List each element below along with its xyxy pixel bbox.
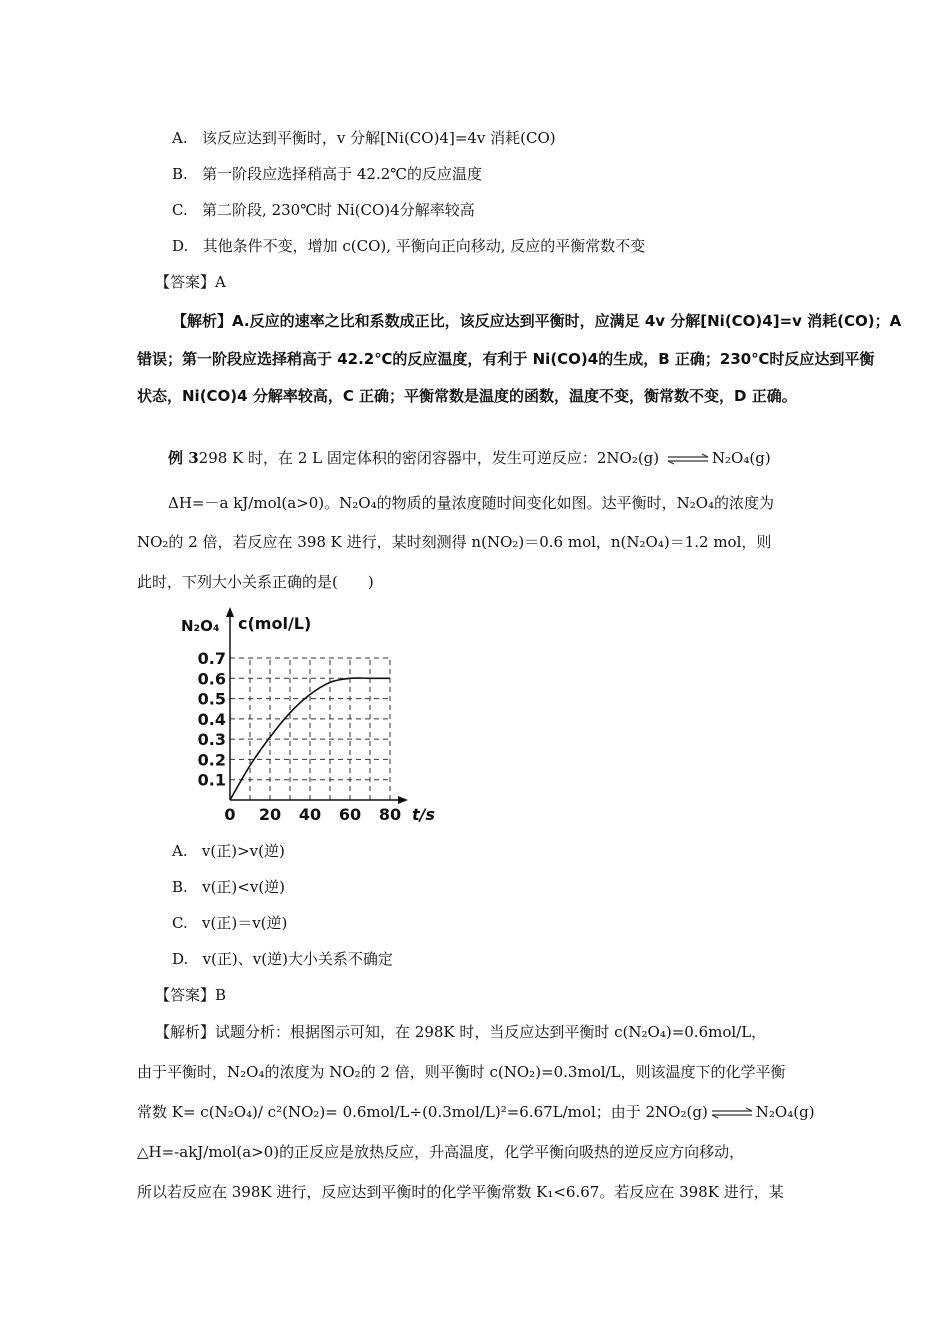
equilibrium-arrow-icon bbox=[666, 453, 710, 465]
q3-analysis-line-5: 所以若反应在 398K 进行，反应达到平衡时的化学平衡常数 K₁<6.67。若反应在 398K 进行，某 bbox=[137, 1183, 784, 1201]
chart-title: N₂O₄ bbox=[181, 617, 220, 635]
q2-option-b: B. 第一阶段应选择稍高于 42.2℃的反应温度 bbox=[172, 165, 483, 183]
y-tick-label: 0.4 bbox=[197, 709, 226, 729]
x-tick-label: 0 bbox=[224, 805, 236, 824]
q3-analysis-line-1: 【解析】试题分析：根据图示可知，在 298K 时，当反应达到平衡时 c(N₂O₄)=0.6mol/L， bbox=[155, 1023, 767, 1041]
y-tick-label: 0.2 bbox=[197, 750, 226, 770]
q3-option-a: A. v(正)>v(逆) bbox=[172, 842, 285, 860]
y-tick-label: 0.3 bbox=[197, 730, 226, 750]
q2-answer: 【答案】A bbox=[155, 273, 226, 291]
q3-analysis-line-3: 常数 K= c(N₂O₄)/ c²(NO₂)= 0.6mol/L÷(0.3mol/L)²=6.67L/mol；由于 2NO₂(g) N₂O₄(g) bbox=[137, 1103, 815, 1121]
y-tick-label: 0.7 bbox=[197, 649, 226, 668]
concentration-time-chart bbox=[175, 603, 440, 828]
q3-stem-line-3: NO₂的 2 倍，若反应在 398 K 进行，某时刻测得 n(NO₂)＝0.6 mol，n(N₂O₄)＝1.2 mol，则 bbox=[137, 533, 772, 551]
q2-option-a: A. 该反应达到平衡时，v 分解[Ni(CO)4]=4v 消耗(CO) bbox=[172, 129, 556, 147]
q2-option-d: D. 其他条件不变，增加 c(CO), 平衡向正向移动, 反应的平衡常数不变 bbox=[172, 237, 646, 255]
q3-answer: 【答案】B bbox=[155, 986, 227, 1004]
y-tick-label: 0.6 bbox=[197, 669, 226, 689]
y-axis-label: c(mol/L) bbox=[238, 614, 312, 633]
q2-analysis-line-3: 状态，Ni(CO)4 分解率较高，C 正确；平衡常数是温度的函数，温度不变，衡常数不变，D 正确。 bbox=[137, 387, 797, 405]
y-tick-label: 0.5 bbox=[197, 689, 226, 709]
y-axis-arrow bbox=[226, 607, 234, 617]
x-tick-label: 80 bbox=[378, 805, 402, 824]
q3-label: 例 3 bbox=[168, 449, 199, 467]
x-axis-label: t/s bbox=[412, 805, 436, 824]
q3-option-c: C. v(正)＝v(逆) bbox=[172, 914, 288, 932]
equilibrium-arrow-icon bbox=[710, 1107, 754, 1119]
x-tick-label: 60 bbox=[338, 805, 362, 824]
x-tick-label: 20 bbox=[258, 805, 282, 824]
q2-analysis-line-2: 错误；第一阶段应选择稍高于 42.2℃的反应温度，有利于 Ni(CO)4的生成，B 正确；230℃时反应达到平衡 bbox=[137, 350, 875, 368]
x-axis-arrow bbox=[398, 796, 408, 804]
q2-analysis-line-1: 【解析】A.反应的速率之比和系数成正比，该反应达到平衡时，应满足 4v 分解[Ni(CO)4]=v 消耗(CO)；A bbox=[172, 312, 902, 330]
q3-stem-line-1: 例 3298 K 时，在 2 L 固定体积的密闭容器中，发生可逆反应：2NO₂(g) N₂O₄(g) bbox=[168, 449, 771, 467]
q3-stem-line-4: 此时，下列大小关系正确的是( ) bbox=[137, 573, 374, 591]
x-tick-label: 40 bbox=[298, 805, 322, 824]
q2-option-c: C. 第二阶段, 230℃时 Ni(CO)4分解率较高 bbox=[172, 201, 475, 219]
y-tick-label: 0.1 bbox=[197, 770, 226, 790]
q3-analysis-line-4: △H=-akJ/mol(a>0)的正反应是放热反应，升高温度，化学平衡向吸热的逆反应方向移动， bbox=[137, 1143, 745, 1161]
q3-option-b: B. v(正)<v(逆) bbox=[172, 878, 286, 896]
q3-option-d: D. v(正)、v(逆)大小关系不确定 bbox=[172, 950, 393, 968]
q3-stem-line-2: ΔH=－a kJ/mol(a>0)。N₂O₄的物质的量浓度随时间变化如图。达平衡时，N₂O₄的浓度为 bbox=[168, 494, 775, 512]
q3-analysis-line-2: 由于平衡时，N₂O₄的浓度为 NO₂的 2 倍，则平衡时 c(NO₂)=0.3mol/L，则该温度下的化学平衡 bbox=[137, 1063, 786, 1081]
